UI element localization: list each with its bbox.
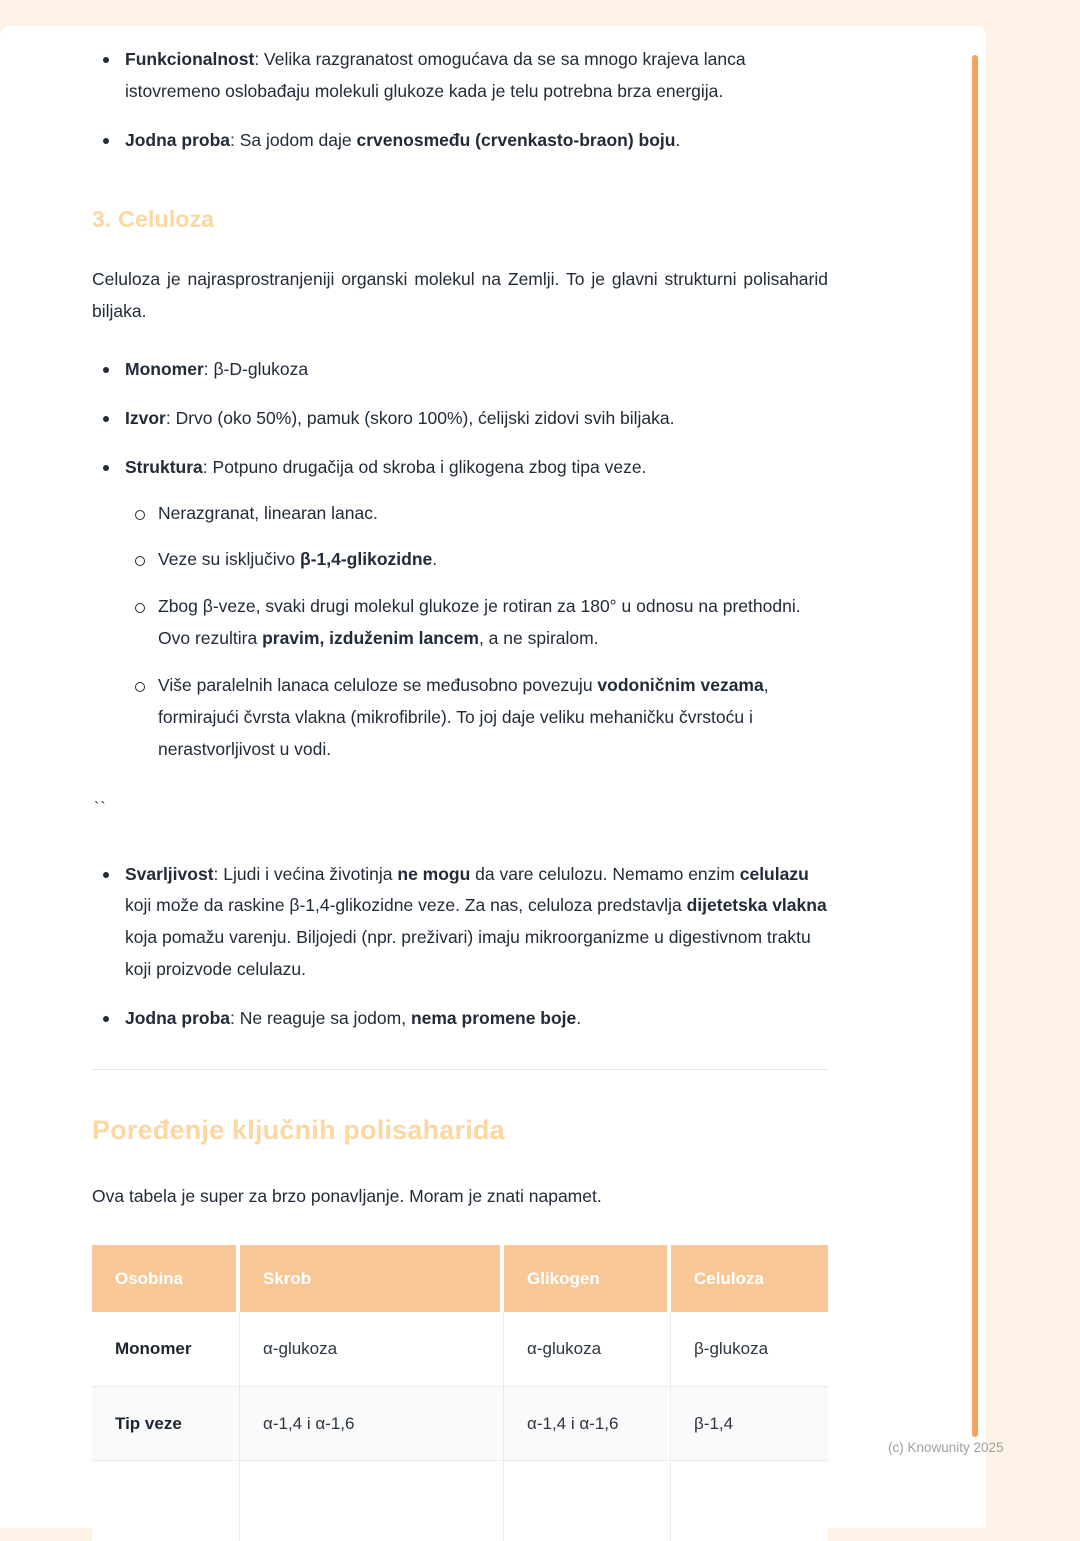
bullet-text: Izvor: Drvo (oko 50%), pamuk (skoro 100%), ćelijski zidovi svih biljaka.	[125, 407, 675, 428]
bullet-item	[92, 1003, 828, 1035]
bullet-text: Svarljivost: Ljudi i većina životinja ne mogu da vare celulozu. Nemamo enzim celulazu koji može da raskine β-1,4-glikozidne veze. Za nas, celuloza predstavlja dijetetska vlakna koja pomažu varenju. Biljojedi (npr. preživari) imaju mikroorganizme u digestivnom traktu koji proizvode celulazu.	[125, 863, 827, 980]
bullet-item	[92, 452, 828, 766]
bullet-item	[92, 403, 828, 435]
table-cell: α-1,4 i α-1,6	[504, 1387, 671, 1462]
table-row-monomer	[92, 1312, 828, 1387]
struktura-sublist	[125, 498, 828, 766]
sub-bullet-text: Zbog β-veze, svaki drugi molekul glukoze je rotiran za 180° u odnosu na prethodni. Ovo rezultira pravim, izduženim lancem, a ne spiralom.	[158, 596, 801, 649]
table-cell: β-glukoza	[671, 1312, 828, 1387]
top-bullet-list	[92, 44, 828, 157]
table-header-cell-celuloza: Celuloza	[671, 1245, 828, 1313]
section-divider	[92, 1069, 828, 1070]
sub-bullet-item	[125, 591, 828, 655]
table-cell	[92, 1461, 240, 1541]
stray-backticks-text: ``	[94, 799, 107, 817]
celuloza-intro-paragraph: Celuloza je najrasprostranjeniji organski molekul na Zemlji. To je glavni strukturni polisaharid biljaka.	[92, 269, 828, 322]
scrollbar-thumb[interactable]	[972, 55, 978, 1437]
table-cell: β-1,4	[671, 1387, 828, 1462]
bullet-text: Monomer: β-D-glukoza	[125, 359, 309, 380]
table-cell	[671, 1461, 828, 1541]
document-content	[92, 44, 828, 1541]
bullet-item	[92, 44, 828, 108]
table-cell: α-1,4 i α-1,6	[240, 1387, 504, 1462]
comparison-heading: Poređenje ključnih polisaharida	[92, 1114, 505, 1145]
post-bullet-list	[92, 859, 828, 1035]
table-row-tip-veze	[92, 1387, 828, 1462]
table-cell	[240, 1461, 504, 1541]
table-cell: α-glukoza	[504, 1312, 671, 1387]
table-header-row	[92, 1245, 828, 1313]
table-header-cell-glikogen: Glikogen	[504, 1245, 667, 1313]
bullet-text: Funkcionalnost: Velika razgranatost omogućava da se sa mnogo krajeva lanca istovremeno oslobađaju molekuli glukoze kada je telu potrebna brza energija.	[125, 49, 746, 101]
bullet-text: Jodna proba: Ne reaguje sa jodom, nema promene boje.	[125, 1008, 582, 1028]
bullet-item	[92, 354, 828, 386]
sub-bullet-item	[125, 544, 828, 576]
bullet-item	[92, 125, 828, 157]
table-cell	[504, 1461, 671, 1541]
sub-bullet-text: Više paralelnih lanaca celuloze se međusobno povezuju vodoničnim vezama, formirajući čvrsta vlakna (mikrofibrile). To joj daje veliku mehaničku čvrstoću i nerastvorljivost u vodi.	[158, 674, 769, 759]
table-cell: Tip veze	[92, 1387, 240, 1462]
comparison-intro-paragraph: Ova tabela je super za brzo ponavljanje. Moram je znati napamet.	[92, 1185, 602, 1206]
bullet-text: Jodna proba: Sa jodom daje crvenosmeđu (crvenkasto-braon) boju.	[125, 129, 681, 150]
celuloza-bullet-list	[92, 354, 828, 765]
table-cell: Monomer	[92, 1312, 240, 1387]
sub-bullet-text: Veze su isključivo β-1,4-glikozidne.	[158, 549, 438, 570]
bullet-text: Struktura: Potpuno drugačija od skroba i glikogena zbog tipa veze.	[125, 456, 647, 477]
table-header-cell-skrob: Skrob	[240, 1245, 500, 1313]
bullet-item	[92, 859, 828, 986]
table-cell: α-glukoza	[240, 1312, 504, 1387]
sub-bullet-item	[125, 498, 828, 530]
table-row-partial	[92, 1461, 828, 1541]
section-heading-celuloza: 3. Celuloza	[92, 205, 215, 232]
comparison-table	[92, 1245, 828, 1541]
table-header-cell-osobina: Osobina	[92, 1245, 236, 1313]
sub-bullet-item	[125, 670, 828, 766]
copyright-text: (c) Knowunity 2025	[888, 1440, 1004, 1455]
sub-bullet-text: Nerazgranat, linearan lanac.	[158, 502, 378, 523]
